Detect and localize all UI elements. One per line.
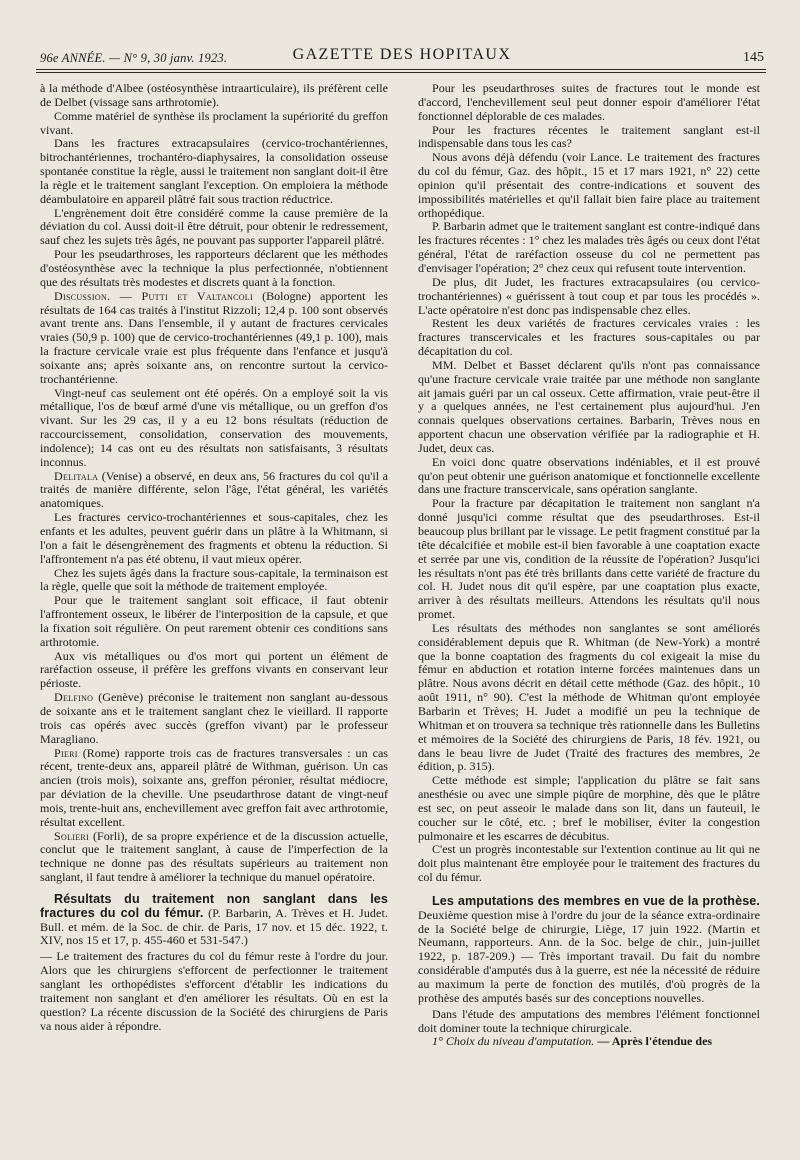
paragraph-text: Nous avons déjà défendu (voir Lance. Le traitement des fractures du col du fémur, Gaz. des hôpit., 15 et 17 mars 1921, n° 22) cette opinion qu'il présentait des contre-indications et souvent des impossibilités matérielles et qu'il fallait bien faire place au traitement orthopédique. [418,150,760,220]
paragraph-text: En voici donc quatre observations indéniables, et il est prouvé qu'on peut obtenir une guérison anatomique et fonctionnelle excellente dans une fracture transcervicale, sans opération sanglante. [418,454,760,497]
page-number: 145 [743,50,764,65]
paragraph-text: (Venise) a observé, en deux ans, 56 fractures du col qu'il a traités de manière différente, selon l'âge, l'état général, les variétés anatomiques. [40,468,388,511]
paragraph [418,1035,760,1049]
paragraph-text: (Genève) préconise le traitement non sanglant au-dessous de soixante ans et le traitement sanglant chez le vieillard. Il rapporte trois cas opérés avec succès (greffon vivant) par le professeur Maragliano. [40,690,388,746]
paragraph-text: Les fractures cervico-trochantériennes et sous-capitales, chez les enfants et les adultes, peuvent guérir dans un plâtre à la Whitmann, si l'on a fait le désengrènement des fragments et obtenu la réduction. Si l'affrontement n'a pas été obtenu, il vaut mieux opérer. [40,510,388,566]
subheading-italic: 1° Choix du niveau d'amputation. [432,1034,595,1049]
author-name: Delitala [54,468,99,483]
author-name: Solieri [54,828,90,843]
paragraph-text: Comme matériel de synthèse ils proclament la supériorité du greffon vivant. [40,108,388,137]
issue-info: 96e ANNÉE. — N° 9, 30 janv. 1923. [40,51,228,65]
section-body: — Le traitement des fractures du col du fémur reste à l'ordre du jour. Alors que les chirurgiens s'efforcent de perfectionner le traitement sanglant les orthopédistes s'efforcent d'établir les indications du traitement non sanglant et d'en améliorer les résultats. Où en est la question? La récente discussion de la Société des chirurgiens de Paris va nous aider à répondre. [40,949,388,1033]
section-heading-amputations [418,895,760,1006]
paragraph-text: Chez les sujets âgés dans la fracture sous-capitale, la terminaison est la règle, quelle que soit la méthode de traitement employée. [40,565,388,594]
paragraph-text: (Bologne) apportent les résultats de 164 cas traités à l'institut Rizzoli; 12,4 p. 100 sont observés avant trente ans. Dans l'ensemble, il y autant de fractures cervicales vraies (50,9 p. 100) que de cervico-trochantériennes (49,1 p. 100), mais la fracture cervicale vraie est plus fréquente dans l'enfance et jusqu'à soixante ans; après soixante ans, on rencontre surtout la cervico-trochantérienne. [40,288,388,386]
header-rule [36,69,766,70]
paragraph-text: P. Barbarin admet que le traitement sanglant est contre-indiqué dans les fractures récentes : 1° chez les malades très âgés ou ceux dont l'état général, l'état de raréfaction osseuse du col ne permettent pas d'envisager l'opération; 2° chez ceux qui refusent toute intervention. [418,219,760,275]
paragraph [418,220,760,275]
paragraph-text: Pour les pseudarthroses, les rapporteurs déclarent que les méthodes d'ostéosynthèse avec la technique la plus perfectionnée, n'obtiennent que des résultats très modestes et discrets quant à la fonction. [40,247,388,289]
paragraph [418,82,760,124]
paragraph-text: Pour les fractures récentes le traitement sanglant est-il indispensable dans tous les cas? [418,122,760,151]
paragraph [418,151,760,220]
paragraph-text: L'engrènement doit être considéré comme la cause première de la déviation du col. Aussi doit-il être détruit, pour obtenir le redressement, sauf chez les sujets très âgés, ne pouvant pas supporter l'appareil plâtré. [40,205,388,248]
paragraph-text: (Rome) rapporte trois cas de fractures transversales : un cas récent, trente-deux ans, appareil plâtré de Withman, guérison. Un cas ancien (trois mois), soixante ans, greffon péronier, résultat médiocre, par déviation de la cheville. Une pseudarthrose datant de vingt-neuf mois, trente-huit ans, enchevillement avec greffon fait avec arthrotomie, résultat excellent. [40,745,388,829]
paragraph [40,691,388,746]
paragraph [40,387,388,470]
paragraph-text: (Forli), de sa propre expérience et de la discussion actuelle, conclut que le traitement sanglant, à cause de l'imperfection de la technique ne donne pas des résultats supérieurs au traitement non sanglant, il faut tendre à améliorer la technique du manuel opératoire. [40,828,388,885]
paragraph-text: Dans les fractures extracapsulaires (cervico-trochantériennes, bitrochantériennes, trochantéro-diaphysaires, la consolidation osseuse spontanée constitue la règle, aussi le traitement non sanglant doit-il être la règle et le traitement sanglant l'exception. On emploiera la méthode déambulatoire en appareil plâtré fait sous traction réductrice. [40,136,388,206]
paragraph [40,82,388,110]
right-column [418,82,760,1152]
left-column [40,82,388,1152]
paragraph [40,567,388,595]
paragraph [418,497,760,622]
paragraph-text: Pour la fracture par décapitation le traitement non sanglant n'a donné jusqu'ici comme résultat que des pseudarthroses. Est-il beaucoup plus brillant par le vissage. Le petit fragment constitué par la tête décalcifiée et mobile est-il bien favorable à une coaptation exacte et serrée par une vis, condition de la réussite de l'opération? Jusqu'ici les résultats n'ont pas été très brillants dans cette variété de fracture du col. H. Judet nous dit qu'il espère, par une coaptation plus exacte, arriver à des résultats meilleurs. Attendons les résultats qu'il nous promet. [418,496,760,622]
paragraph [418,359,760,456]
right-paragraphs [418,82,760,885]
paragraph [40,650,388,692]
section-title-text: Les amputations des membres en vue de la prothèse. [432,893,760,908]
paragraph [40,137,388,206]
paragraph-text: Aux vis métalliques ou d'os mort qui portent un élément de raréfaction osseuse, il préfère les greffons vivants en conservant leur périoste. [40,648,388,691]
paragraph [40,470,388,512]
paragraph [418,774,760,843]
paragraph-text: Vingt-neuf cas seulement ont été opérés. On a employé soit la vis métallique, l'os de bœuf armé d'une vis métallique, ou un greffon d'os vivant. Sur les 29 cas, il y a eu 12 bons résultats (réduction de raccourcissement, consolidation, conservation des mouvements, indolence); 14 cas ont eu des résultats non satisfaisants, 3 résultats inconnus. [40,385,388,469]
paragraph [40,594,388,649]
paragraph [418,456,760,498]
paragraph-text: Pour que le traitement sanglant soit efficace, il faut obtenir l'affrontement osseux, le libérer de l'interposition de la capsule, et que la fixation soit régulière. On peut rarement obtenir ces conditions sans arthrotomie. [40,593,388,649]
paragraph-text: à la méthode d'Albee (ostéosynthèse intraarticulaire), ils préfèrent celle de Delbet (vissage sans arthrotomie). [40,82,388,109]
author-name: Discussion. — Putti et Valtancoli [54,288,253,303]
paragraph [418,843,760,885]
paragraph-text: Pour les pseudarthroses suites de fractures tout le monde est d'accord, l'enchevillement seul peut donner espoir d'améliorer l'état fonctionnel déplorable de ces malades. [418,82,760,123]
paragraph-text: Les résultats des méthodes non sanglantes se sont améliorés considérablement depuis que R. Whitman (de New-York) a montré que la bonne coaptation des fragments du col exigeait la mise du fémur en abduction et rotation interne forcées maintenues dans un plâtre. Nous avons décrit en détail cette méthode (Gaz. des hôpit., 10 août 1911, n° 90). C'est la méthode de Whitman qu'ont employée Barbarin et Trèves; H. Judet a modifié un peu la technique de Whitman et on trouvera sa technique très rationnelle dans les Bulletins et mémoires de la Société des chirurgiens de Paris, 18 fév. 1921, ou dans le beau livre de Judet (Traité des fractures des membres, 2e édition, p. 315). [418,620,760,774]
paragraph [40,290,388,387]
paragraph [418,622,760,774]
paragraph [40,511,388,566]
paragraph-text: Restent les deux variétés de fractures cervicales vraies : les fractures transcervicales et les fractures sous-capitales ou par décapitation du col. [418,316,760,359]
section-title-text: Résultats du traitement non sanglant dans les fractures du col du fémur. [40,891,388,920]
paragraph [40,747,388,830]
author-name: Pieri [54,745,78,760]
paragraph-text: MM. Delbet et Basset déclarent qu'ils n'ont pas connaissance qu'une fracture cervicale vraie traitée par une méthode non sanglante ait jamais guéri par un cal osseux. Cette affirmation, vraie peut-être il y a quelques années, ne l'est certainement plus aujourd'hui. J'en connais quelques observations certaines. Barbarin, Trèves nous en apportent chacun une observation vérifiée par la radiographie et H. Judet, deux cas. [418,357,760,455]
header-rule-double [36,72,766,73]
running-header [40,42,764,66]
section-reference: (P. Barbarin, A. Trèves et H. Judet. Bull. et mém. de la Soc. de chir. de Paris, 17 nov. et 15 déc. 1922, t. XIV, nos 15 et 17, p. 455-460 et 531-547.) [40,905,388,948]
author-name: Delfino [54,690,94,705]
paragraph: Dans l'étude des amputations des membres l'élément fonctionnel doit dominer toute la technique chirurgicale. [418,1006,760,1035]
paragraph [40,830,388,885]
paragraph-text: De plus, dit Judet, les fractures extracapsulaires (ou cervico-trochantériennes) « guérissent à tout coup et par tous les procédés ». L'acte opératoire n'est donc pas indispensable chez elles. [418,274,760,317]
section-heading-non-sanglant [40,893,388,948]
paragraph-tail: — Après l'étendue des [594,1034,713,1049]
journal-title: GAZETTE DES HOPITAUX [292,46,512,63]
paragraph [418,276,760,318]
paragraph-text: C'est un progrès incontestable sur l'extention continue au lit qui ne doit plus maintenant être employée pour le traitement des fractures du col du fémur. [418,842,760,885]
paragraph [40,248,388,290]
paragraph [418,317,760,359]
section-body-lead: Deuxième question mise à l'ordre du jour de la séance extra-ordinaire de la Société belge de chirurgie, Liège, 17 juin 1922. (Martin et Neumann, rapporteurs. Ann. de la Soc. belge de chir., juin-juillet 1922, p. 187-209.) — Très important travail. Du fait du nombre considérable d'amputés dus à la guerre, est née la nécessité de réduire au maximum la perte de fonction des mutilés, d'où progrès de la prothèse des amputés basés sur des conceptions nouvelles. [418,907,760,1005]
paragraph [40,207,388,249]
paragraph [418,124,760,152]
paragraph-text: Cette méthode est simple; l'application du plâtre se fait sans anesthésie ou avec une simple piqûre de morphine, dès que le plâtre est sec, on peut asseoir le malade dans son lit, dans un fauteuil, le coucher sur le côté, etc. ; bref le mobiliser, éviter la congestion pulmonaire et les escarres de décubitus. [418,773,760,843]
left-paragraphs [40,82,388,885]
paragraph [40,110,388,138]
